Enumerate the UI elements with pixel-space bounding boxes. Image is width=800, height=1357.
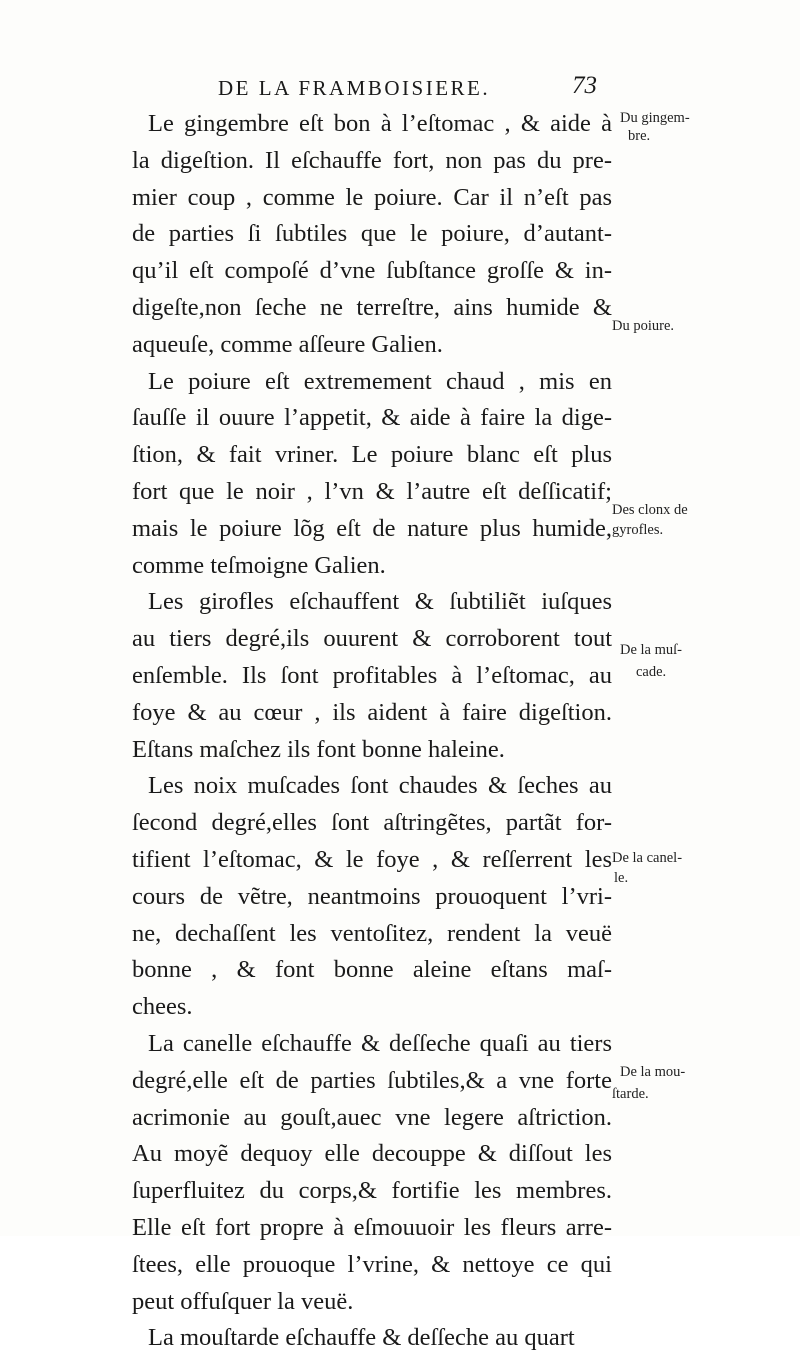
text-line: Au moyẽ dequoy elle decouppe & diſſout les — [132, 1140, 612, 1168]
text-line: Le poiure eſt extremement chaud , mis en — [148, 367, 612, 395]
text-line: digeſte,non ſeche ne terreſtre, ains humide & — [132, 293, 612, 321]
text-line: ſtion, & fait vriner. Le poiure blanc eſt plus — [132, 441, 612, 469]
text-line: Eſtans maſchez ils font bonne haleine. — [132, 735, 505, 763]
margin-note: bre. — [628, 128, 651, 144]
text-line: de parties ſi ſubtiles que le poiure, d’autant- — [132, 220, 612, 248]
margin-note: De la muſ- — [620, 642, 683, 658]
text-line: La mouſtarde eſchauffe & deſſeche au quart — [148, 1324, 575, 1352]
text-line: ſauſſe il ouure l’appetit, & aide à faire la dige- — [132, 404, 612, 432]
text-line: tifient l’eſtomac, & le foye , & reſſerrent les — [132, 845, 612, 873]
text-line: comme teſmoigne Galien. — [132, 551, 386, 579]
text-line: bonne , & font bonne aleine eſtans maſ- — [132, 956, 612, 984]
text-line: ſecond degré,elles ſont aſtringẽtes, partãt for- — [132, 809, 612, 837]
text-line: qu’il eſt compoſé d’vne ſubſtance groſſe & in- — [132, 257, 612, 285]
text-line: la digeſtion. Il eſchauffe fort, non pas du pre- — [132, 146, 612, 174]
margin-note: cade. — [636, 664, 667, 680]
text-line: ſuperfluitez du corps,& fortifie les membres. — [132, 1177, 612, 1205]
margin-note: gyrofles. — [612, 522, 664, 538]
page-number: 73 — [572, 72, 597, 99]
margin-note: De la mou- — [620, 1064, 686, 1080]
text-line: Les girofles eſchauffent & ſubtiliẽt iuſques — [148, 588, 612, 616]
margin-note: le. — [614, 870, 629, 886]
text-line: acrimonie au gouſt,auec vne legere aſtriction. — [132, 1103, 612, 1131]
text-line: La canelle eſchauffe & deſſeche quaſi au tiers — [148, 1029, 612, 1057]
text-line: cours de vẽtre, neantmoins prouoquent l’vri- — [132, 882, 612, 910]
text-line: ne, dechaſſent les ventoſitez, rendent la veuë — [132, 919, 612, 947]
text-line: chees. — [132, 993, 193, 1021]
margin-note: De la canel- — [612, 850, 683, 866]
running-head-title: DE LA FRAMBOISIERE. — [218, 76, 491, 100]
text-line: aqueuſe, comme aſſeure Galien. — [132, 330, 443, 358]
text-line: foye & au cœur , ils aident à faire digeſtion. — [132, 698, 612, 726]
body-text — [132, 106, 612, 1357]
text-line: Les noix muſcades ſont chaudes & ſeches au — [148, 772, 612, 800]
text-line: fort que le noir , l’vn & l’autre eſt deſſicatif; — [132, 477, 612, 505]
text-line: mais le poiure lõg eſt de nature plus humide, — [132, 514, 612, 542]
text-line: enſemble. Ils ſont profitables à l’eſtomac, au — [132, 661, 612, 689]
margin-note: ſtarde. — [612, 1086, 649, 1102]
text-line: au tiers degré,ils ouurent & corroborent tout — [132, 625, 612, 653]
margin-note: Des clonx de — [612, 502, 688, 518]
text-line: ſtees, elle prouoque l’vrine, & nettoye ce qui — [132, 1250, 612, 1278]
margin-note: Du poiure. — [612, 318, 675, 334]
text-line: Elle eſt fort propre à eſmouuoir les fleurs arre- — [132, 1213, 612, 1241]
running-head — [0, 72, 800, 108]
text-line: mier coup , comme le poiure. Car il n’eſt pas — [132, 183, 612, 211]
text-line: degré,elle eſt de parties ſubtiles,& a vne forte — [132, 1066, 612, 1094]
margin-note: Du gingem- — [620, 110, 690, 126]
text-line: peut offuſquer la veuë. — [132, 1287, 354, 1315]
text-line: Le gingembre eſt bon à l’eſtomac , & aide à — [148, 110, 612, 137]
